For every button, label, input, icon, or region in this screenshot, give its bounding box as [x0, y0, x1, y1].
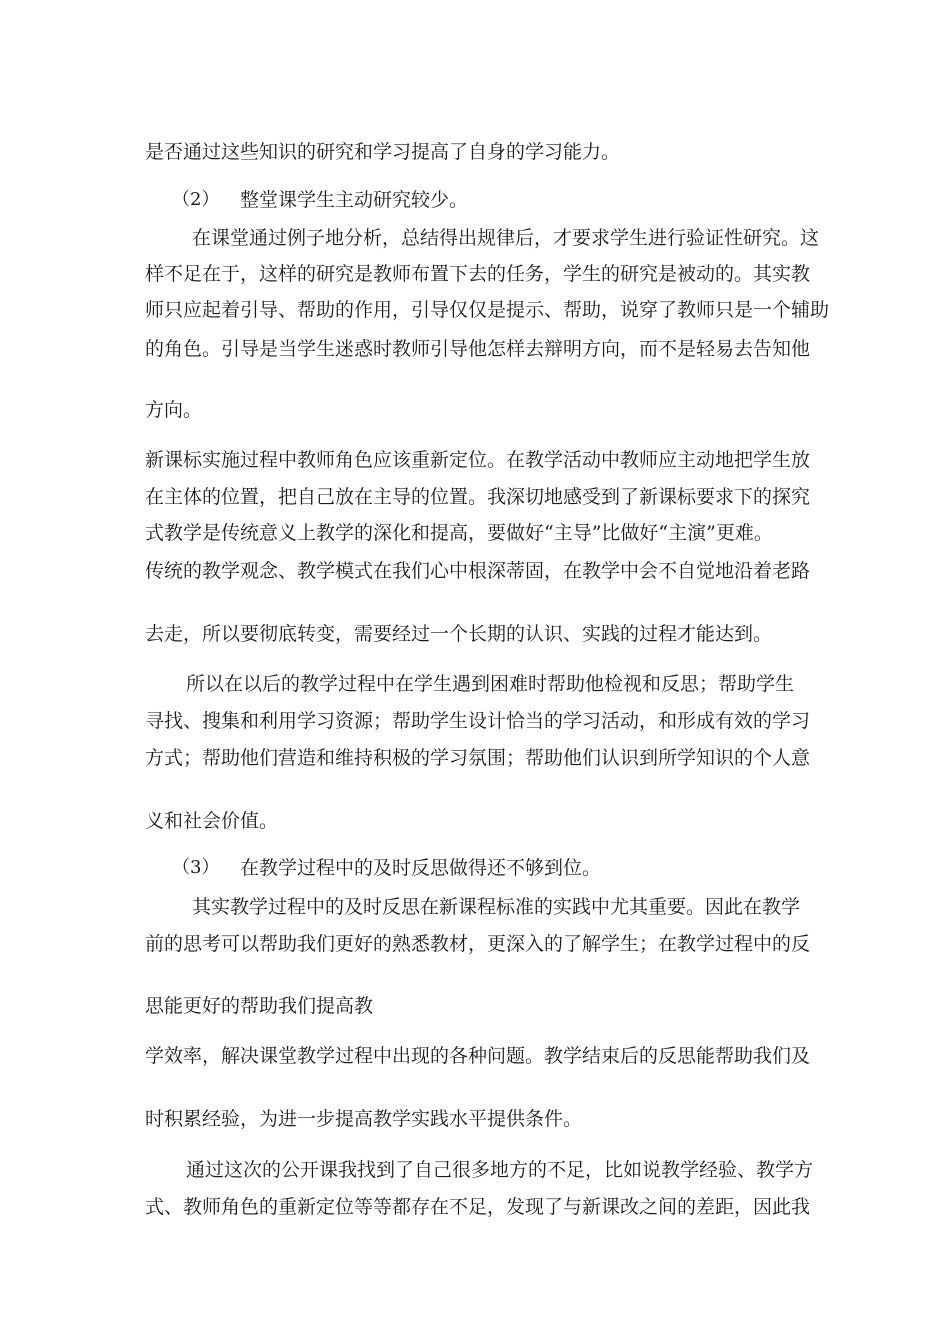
text-line: 寻找、搜集和利用学习资源；帮助学生设计恰当的学习活动，和形成有效的学习 — [145, 710, 811, 732]
text-line: 方式；帮助他们营造和维持积极的学习氛围；帮助他们认识到所学知识的个人意 — [145, 747, 811, 769]
item-number: （2） — [172, 189, 220, 210]
text-line: 的角色。引导是当学生迷惑时教师引导他怎样去辩明方向，而不是轻易去告知他 — [145, 338, 811, 360]
text-line: 在课堂通过例子地分析，总结得出规律后，才要求学生进行验证性研究。这 — [192, 227, 820, 249]
text-line: 方向。 — [145, 399, 203, 421]
text-line: 思能更好的帮助我们提高教 — [145, 995, 374, 1017]
text-line: 义和社会价值。 — [145, 810, 279, 832]
text-line: 其实教学过程中的及时反思在新课程标准的实践中尤其重要。因此在教学 — [192, 896, 801, 918]
text-line: 传统的教学观念、教学模式在我们心中根深蒂固，在教学中会不自觉地沿着老路 — [145, 560, 811, 582]
text-line: 时积累经验，为进一步提高教学实践水平提供条件。 — [145, 1108, 583, 1130]
text-line: 所以在以后的教学过程中在学生遇到困难时帮助他检视和反思；帮助学生 — [186, 673, 795, 695]
item-heading: 整堂课学生主动研究较少。 — [240, 189, 469, 211]
text-line: 通过这次的公开课我找到了自己很多地方的不足，比如说教学经验、教学方 — [186, 1159, 814, 1181]
text-line: 是否通过这些知识的研究和学习提高了自身的学习能力。 — [145, 141, 621, 163]
text-line: 学效率，解决课堂教学过程中出现的各种问题。教学结束后的反思能帮助我们及 — [145, 1045, 811, 1067]
text-line: 前的思考可以帮助我们更好的熟悉教材，更深入的了解学生；在教学过程中的反 — [145, 933, 811, 955]
text-line: 样不足在于，这样的研究是教师布置下去的任务，学生的研究是被动的。其实教 — [145, 263, 811, 285]
text-line: 式教学是传统意义上教学的深化和提高，要做好“主导”比做好“主演”更难。 — [145, 522, 773, 544]
text-line: 新课标实施过程中教师角色应该重新定位。在教学活动中教师应主动地把学生放 — [145, 449, 811, 471]
item-heading: 在教学过程中的及时反思做得还不够到位。 — [240, 857, 602, 879]
text-line: 师只应起着引导、帮助的作用，引导仅仅是提示、帮助，说穿了教师只是一个辅助 — [145, 299, 830, 321]
text-line: 式、教师角色的重新定位等等都存在不足，发现了与新课改之间的差距，因此我 — [145, 1196, 811, 1218]
item-number: （3） — [172, 857, 220, 878]
text-line: 在主体的位置，把自己放在主导的位置。我深切地感受到了新课标要求下的探究 — [145, 486, 811, 508]
text-line: 去走，所以要彻底转变，需要经过一个长期的认识、实践的过程才能达到。 — [145, 623, 773, 645]
